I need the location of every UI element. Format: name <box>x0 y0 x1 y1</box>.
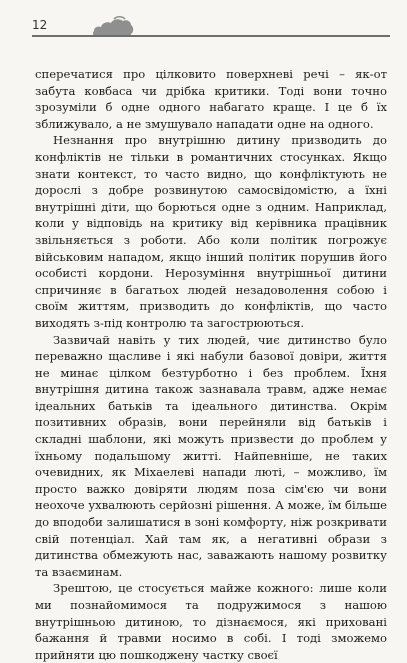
page-number: 12 <box>32 18 48 32</box>
header-rule <box>32 35 390 37</box>
paragraph: Зазвичай навіть у тих людей, чиє дитинство було переважно щасливе і які набули базової довіри, життя не минає цілком безтурботно і без проблем. Їхня внутрішня дитина також зазнавала травм, адже немає ідеальних батьків та ідеального дитинства. Окрім позитивних образів, вони перейняли від батьків і складні шаблони, які можуть призвести до проблем у їхньому подальшому житті. Найпевніше, не таких очевидних, як Міхаелеві напади люті, – можливо, їм просто важко довіряти людям поза сім'єю чи вони неохоче ухвалюють серйозні рішення. А може, їм більше до вподоби залишатися в зоні комфорту, ніж розкривати свій потенціал. Хай там як, а негативні образи з дитинства обмежують нас, заважають нашому розвитку та взаєминам. <box>35 332 387 579</box>
paragraph: Незнання про внутрішню дитину призводить до конфліктів не тільки в романтичних стосунках. Якщо знати контекст, то часто видно, що конфліктують не дорослі з добре розвинутою самосвідомістю, а їхні внутрішні діти, що борються одне з одним. Наприклад, коли у відповідь на критику від керівника працівник звільняється з роботи. Або коли політик погрожує військовим нападом, якщо інший політик порушив його особисті кордони. Нерозуміння внутрішньої дитини спричиняє в багатьох людей незадоволення собою і своїм життям, призводить до конфліктів, що часто виходять з-під контролю та загострюються. <box>35 133 387 330</box>
paragraph-continued: сперечатися про цілковито поверхневі речі – як-от забута ковбаса чи дрібка критики. Тоді вони точно зрозуміли б одне одного набагато краще. І це б їх зближувало, а не змушувало нападати одне на одного. <box>35 67 387 131</box>
page-body <box>35 66 387 663</box>
page-header <box>32 14 390 42</box>
paragraph: Зрештою, це стосується майже кожного: лише коли ми познайомимося та подружимося з нашою внутрішньою дитиною, то дізнаємося, які приховані бажання й травми носимо в собі. І тоді зможемо прийняти цю пошкоджену частку своєї <box>35 581 387 662</box>
